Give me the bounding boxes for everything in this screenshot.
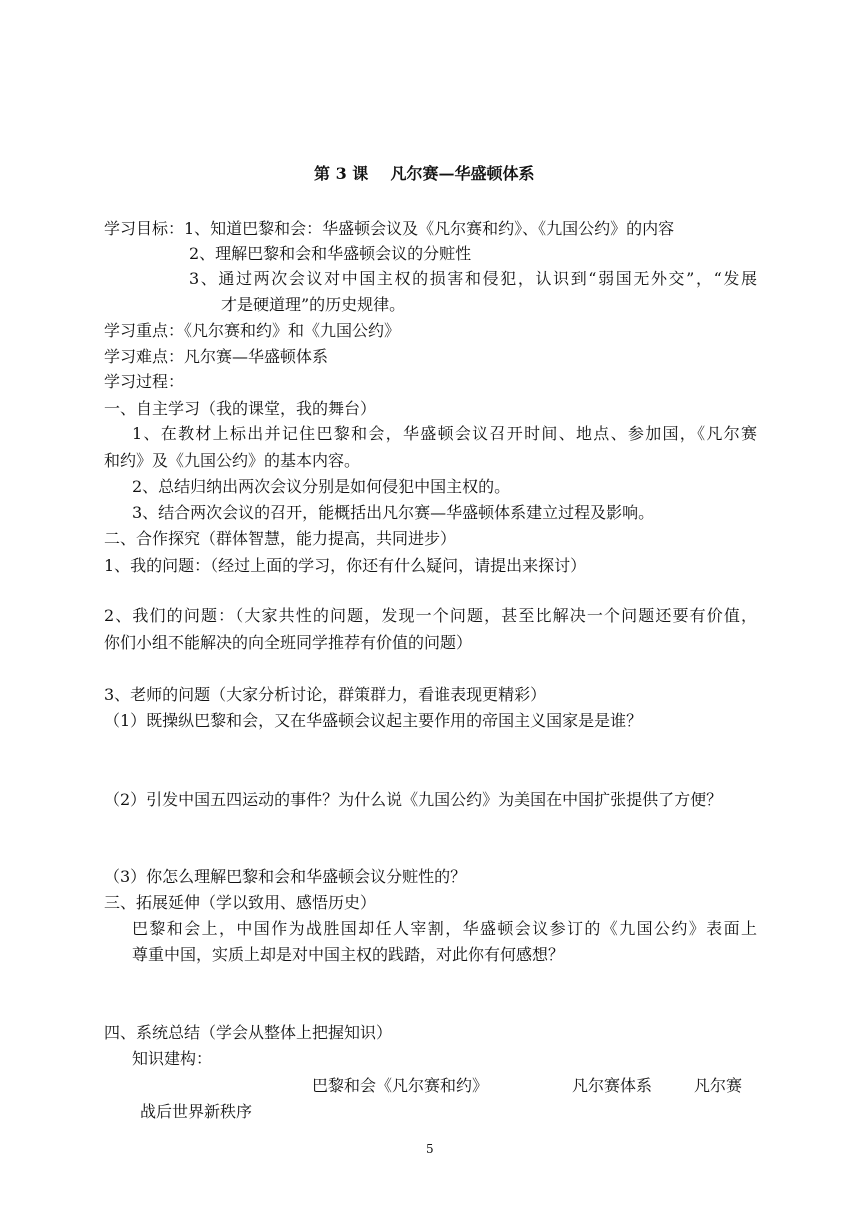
section2-sub2: （2）引发中国五四运动的事件？为什么说《九国公约》为美国在中国扩张提供了方便？	[104, 790, 723, 809]
section4-heading: 四、系统总结（学会从整体上把握知识）	[104, 1023, 393, 1042]
goal-line-1: 学习目标：1、知道巴黎和会：华盛顿会议及《凡尔赛和约》、《九国公约》的内容	[104, 219, 675, 238]
node-versailles-system: 凡尔赛体系	[572, 1076, 653, 1095]
section3-heading: 三、拓展延伸（学以致用、感悟历史）	[104, 893, 377, 912]
node-versailles: 凡尔赛	[694, 1076, 743, 1095]
section1-item3: 3、结合两次会议的召开，能概括出凡尔赛—华盛顿体系建立过程及影响。	[132, 503, 655, 522]
section2-q3: 3、老师的问题（大家分析讨论，群策群力，看谁表现更精彩）	[104, 685, 547, 704]
section2-q1: 1、我的问题：（经过上面的学习，你还有什么疑问，请提出来探讨）	[104, 556, 587, 575]
section3-para-b: 尊重中国，实质上却是对中国主权的践踏，对此你有何感想？	[132, 945, 565, 964]
node-paris-conference: 巴黎和会《凡尔赛和约》	[312, 1076, 489, 1095]
knowledge-label: 知识建构：	[132, 1049, 213, 1068]
section1-heading: 一、自主学习（我的课堂，我的舞台）	[104, 399, 377, 418]
section1-item2: 2、总结归纳出两次会议分别是如何侵犯中国主权的。	[132, 477, 511, 496]
section1-item1b: 和约》及《九国公约》的基本内容。	[104, 451, 361, 470]
key-points: 学习重点：《凡尔赛和约》和《九国公约》	[104, 321, 401, 340]
difficulty: 学习难点：凡尔赛—华盛顿体系	[104, 347, 329, 366]
page-number: 5	[426, 1142, 434, 1156]
section2-q2b: 你们小组不能解决的向全班同学推荐有价值的问题）	[104, 633, 473, 652]
section3-para-a: 巴黎和会上，中国作为战胜国却任人宰割，华盛顿会议参订的《九国公约》表面上	[132, 919, 757, 938]
goal-line-2: 2、理解巴黎和会和华盛顿会议的分赃性	[189, 244, 472, 263]
process-label: 学习过程：	[104, 372, 185, 391]
lesson-title: 第 3 课 凡尔赛—华盛顿体系	[314, 164, 535, 183]
section1-item1a: 1、在教材上标出并记住巴黎和会，华盛顿会议召开时间、地点、参加国，《凡尔赛	[132, 424, 757, 443]
goal-line-3b: 才是硬道理”的历史规律。	[221, 295, 406, 314]
section2-sub3: （3）你怎么理解巴黎和会和华盛顿会议分赃性的？	[104, 867, 467, 886]
section2-q2a: 2、我们的问题：（大家共性的问题，发现一个问题，甚至比解决一个问题还要有价值，	[104, 606, 757, 625]
section2-heading: 二、合作探究（群体智慧，能力提高，共同进步）	[104, 529, 457, 548]
goal-line-3a: 3、通过两次会议对中国主权的损害和侵犯，认识到“弱国无外交”，“发展	[189, 269, 757, 288]
node-postwar-order: 战后世界新秩序	[140, 1102, 253, 1121]
section2-sub1: （1）既操纵巴黎和会，又在华盛顿会议起主要作用的帝国主义国家是是谁？	[104, 711, 643, 730]
